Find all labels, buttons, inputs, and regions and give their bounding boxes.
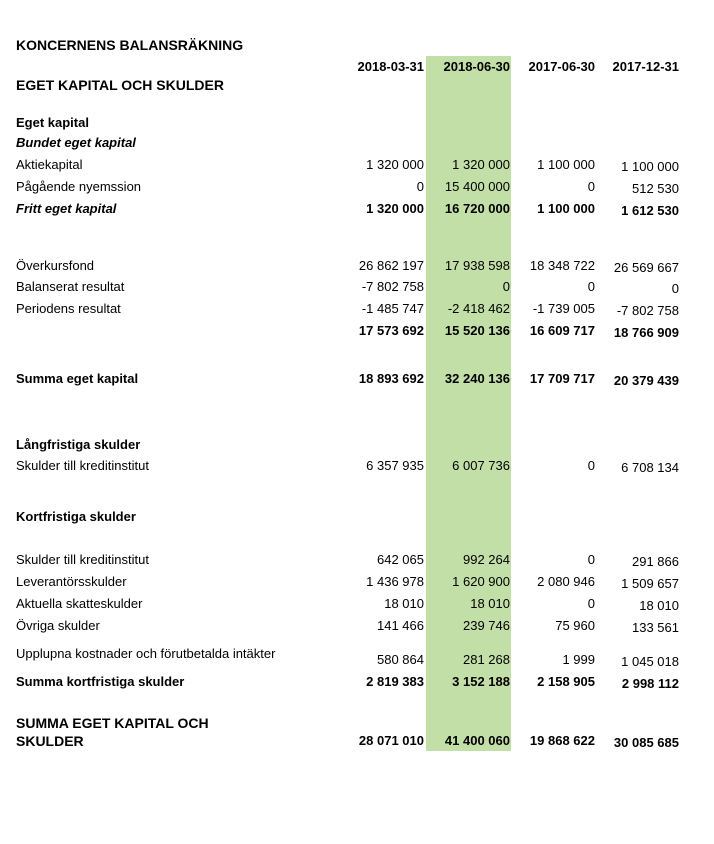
row-label-periodens-resultat: Periodens resultat: [16, 301, 121, 316]
row-label-leverantorsskulder: Leverantörsskulder: [16, 574, 127, 589]
row-label-skulder-kreditinstitut-kort: Skulder till kreditinstitut: [16, 552, 149, 567]
cell-leverantor-c1: 1 436 978: [366, 574, 424, 589]
cell-fritt-c4: 1 612 530: [621, 203, 679, 218]
cell-summa-eget-c1: 18 893 692: [358, 371, 424, 386]
cell-kredit-kort-c3: 0: [587, 552, 595, 567]
row-label-fritt-eget-kapital: Fritt eget kapital: [16, 201, 117, 216]
cell-subtotal-c2: 15 520 136: [444, 323, 510, 338]
cell-aktiekapital-c3: 1 100 000: [537, 157, 595, 172]
row-label-summa-kortfristiga: Summa kortfristiga skulder: [16, 674, 185, 689]
cell-aktiekapital-c1: 1 320 000: [366, 157, 424, 172]
cell-subtotal-c1: 17 573 692: [358, 323, 424, 338]
cell-skatte-c1: 18 010: [384, 596, 424, 611]
cell-kredit-lang-c3: 0: [587, 458, 595, 473]
cell-balanserat-c2: 0: [502, 279, 510, 294]
cell-summa-eget-c2: 32 240 136: [444, 371, 510, 386]
cell-fritt-c2: 16 720 000: [444, 201, 510, 216]
cell-periodens-c3: -1 739 005: [532, 301, 595, 316]
row-label-ovriga-skulder: Övriga skulder: [16, 618, 100, 633]
cell-periodens-c4: -7 802 758: [616, 303, 679, 318]
row-label-aktuella-skatteskulder: Aktuella skatteskulder: [16, 596, 143, 611]
cell-ovriga-c4: 133 561: [632, 620, 679, 635]
cell-summa-eget-c3: 17 709 717: [529, 371, 595, 386]
cell-kredit-lang-c1: 6 357 935: [366, 458, 424, 473]
cell-periodens-c1: -1 485 747: [361, 301, 424, 316]
cell-periodens-c2: -2 418 462: [447, 301, 510, 316]
column-header-4: 2017-12-31: [612, 59, 679, 74]
cell-total-c1: 28 071 010: [358, 733, 424, 748]
cell-nyemssion-c3: 0: [587, 179, 595, 194]
cell-overkursfond-c4: 26 569 667: [613, 260, 679, 275]
cell-nyemssion-c4: 512 530: [632, 181, 679, 196]
column-header-1: 2018-03-31: [357, 59, 424, 74]
cell-nyemssion-c1: 0: [416, 179, 424, 194]
row-label-overkursfond: Överkursfond: [16, 258, 95, 273]
row-label-skulder-kreditinstitut-lang: Skulder till kreditinstitut: [16, 458, 149, 473]
row-label-pagaende-nyemssion: Pågående nyemssion: [16, 179, 142, 194]
cell-leverantor-c3: 2 080 946: [537, 574, 595, 589]
cell-upplupna-c2: 281 268: [463, 652, 510, 667]
cell-balanserat-c3: 0: [587, 279, 595, 294]
cell-total-c3: 19 868 622: [529, 733, 595, 748]
row-label-aktiekapital: Aktiekapital: [16, 157, 83, 172]
cell-aktiekapital-c4: 1 100 000: [621, 159, 679, 174]
cell-nyemssion-c2: 15 400 000: [444, 179, 510, 194]
cell-kredit-kort-c1: 642 065: [377, 552, 424, 567]
page-title: KONCERNENS BALANSRÄKNING: [16, 37, 244, 53]
cell-summa-kort-c1: 2 819 383: [366, 674, 424, 689]
cell-upplupna-c4: 1 045 018: [621, 654, 679, 669]
row-label-summa-eget-kapital: Summa eget kapital: [16, 371, 139, 386]
cell-summa-kort-c3: 2 158 905: [537, 674, 595, 689]
row-label-eget-kapital: Eget kapital: [16, 115, 89, 130]
cell-ovriga-c1: 141 466: [377, 618, 424, 633]
cell-kredit-lang-c2: 6 007 736: [452, 458, 510, 473]
cell-kredit-kort-c2: 992 264: [463, 552, 510, 567]
cell-leverantor-c2: 1 620 900: [452, 574, 510, 589]
cell-overkursfond-c2: 17 938 598: [444, 258, 510, 273]
row-label-balanserat-resultat: Balanserat resultat: [16, 279, 125, 294]
cell-skatte-c4: 18 010: [639, 598, 679, 613]
cell-total-c4: 30 085 685: [613, 735, 679, 750]
cell-fritt-c1: 1 320 000: [366, 201, 424, 216]
cell-overkursfond-c1: 26 862 197: [358, 258, 424, 273]
cell-aktiekapital-c2: 1 320 000: [452, 157, 510, 172]
cell-fritt-c3: 1 100 000: [537, 201, 595, 216]
row-label-summa-total-line1: SUMMA EGET KAPITAL OCH: [16, 715, 209, 731]
column-header-2: 2018-06-30: [443, 59, 510, 74]
cell-subtotal-c4: 18 766 909: [613, 325, 679, 340]
section-heading: EGET KAPITAL OCH SKULDER: [16, 77, 224, 93]
cell-balanserat-c4: 0: [671, 281, 679, 296]
cell-kredit-lang-c4: 6 708 134: [621, 460, 679, 475]
cell-upplupna-c1: 580 864: [377, 652, 424, 667]
cell-overkursfond-c3: 18 348 722: [529, 258, 595, 273]
cell-upplupna-c3: 1 999: [562, 652, 595, 667]
column-header-3: 2017-06-30: [528, 59, 595, 74]
cell-summa-eget-c4: 20 379 439: [613, 373, 679, 388]
row-label-kortfristiga-skulder: Kortfristiga skulder: [16, 509, 136, 524]
row-label-upplupna-kostnader: Upplupna kostnader och förutbetalda intäkter: [16, 646, 276, 661]
cell-subtotal-c3: 16 609 717: [529, 323, 595, 338]
cell-skatte-c3: 0: [587, 596, 595, 611]
cell-balanserat-c1: -7 802 758: [361, 279, 424, 294]
cell-ovriga-c3: 75 960: [555, 618, 595, 633]
cell-skatte-c2: 18 010: [470, 596, 510, 611]
row-label-langfristiga-skulder: Långfristiga skulder: [16, 437, 141, 452]
row-label-bundet-eget-kapital: Bundet eget kapital: [16, 135, 136, 150]
cell-leverantor-c4: 1 509 657: [621, 576, 679, 591]
cell-kredit-kort-c4: 291 866: [632, 554, 679, 569]
row-label-summa-total-line2: SKULDER: [16, 733, 84, 749]
cell-summa-kort-c4: 2 998 112: [621, 676, 679, 691]
cell-ovriga-c2: 239 746: [463, 618, 510, 633]
cell-total-c2: 41 400 060: [444, 733, 510, 748]
cell-summa-kort-c2: 3 152 188: [452, 674, 510, 689]
